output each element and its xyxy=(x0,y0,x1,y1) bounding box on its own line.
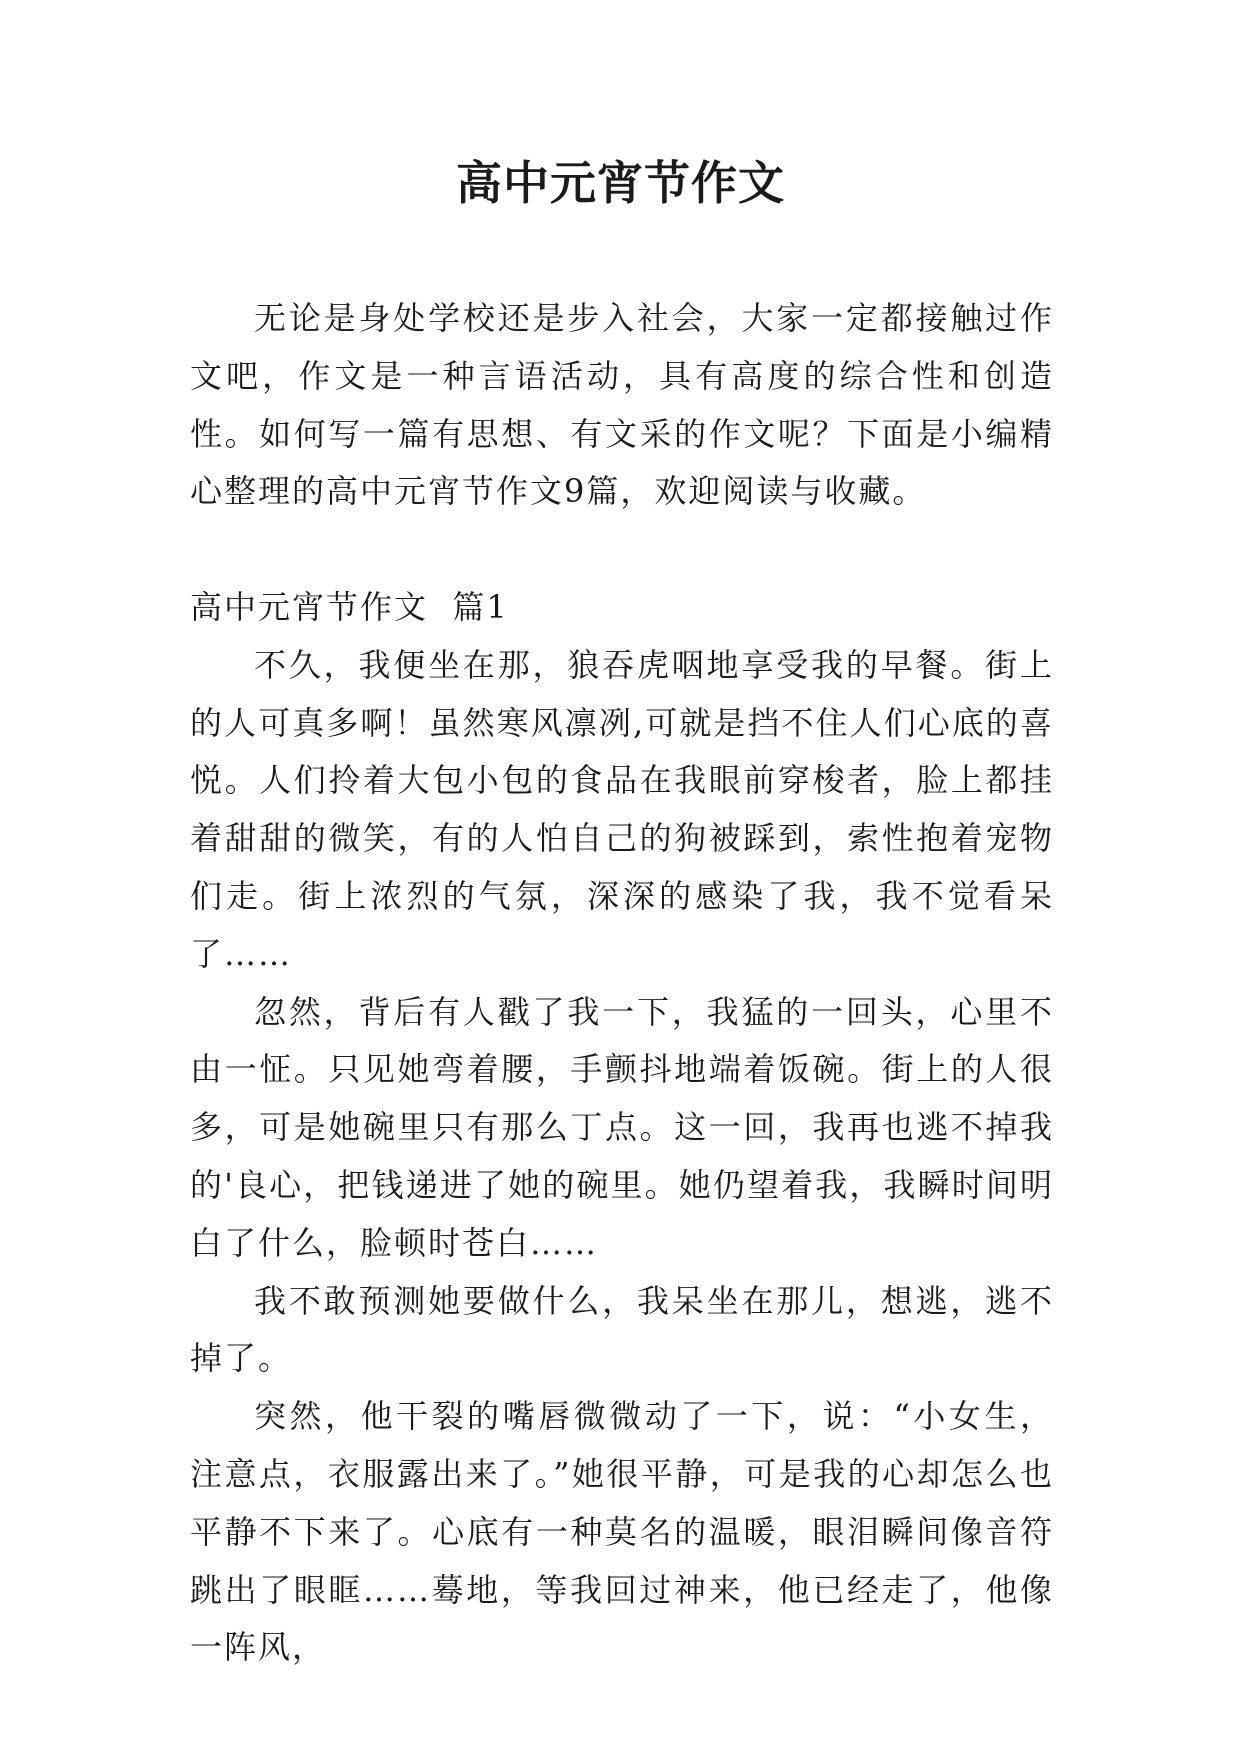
intro-paragraph: 无论是身处学校还是步入社会，大家一定都接触过作文吧，作文是一种言语活动，具有高度的综合性和创造性。如何写一篇有思想、有文采的作文呢？下面是小编精心整理的高中元宵节作文9篇，欢迎阅读与收藏。 xyxy=(190,299,1054,511)
document-body xyxy=(190,290,1054,1677)
body-paragraph-3: 我不敢预测她要做什么，我呆坐在那儿，想逃，逃不掉了。 xyxy=(190,1281,1054,1378)
body-paragraph-2: 忽然，背后有人戳了我一下，我猛的一回头，心里不由一怔。只见她弯着腰，手颤抖地端着饭碗。街上的人很多，可是她碗里只有那么丁点。这一回，我再也逃不掉我的'良心，把钱递进了她的碗里。她仍望着我，我瞬时间明白了什么，脸顿时苍白…… xyxy=(190,992,1054,1262)
body-paragraph-4: 突然，他干裂的嘴唇微微动了一下，说：“小女生，注意点，衣服露出来了。”她很平静，可是我的心却怎么也平静不下来了。心底有一种莫名的温暖，眼泪瞬间像音符跳出了眼眶……蓦地，等我回过神来，他已经走了，他像一阵风， xyxy=(190,1397,1054,1667)
body-paragraph-1: 不久，我便坐在那，狼吞虎咽地享受我的早餐。街上的人可真多啊！虽然寒风凛冽,可就是挡不住人们心底的喜悦。人们拎着大包小包的食品在我眼前穿梭者，脸上都挂着甜甜的微笑，有的人怕自己的狗被踩到，索性抱着宠物们走。街上浓烈的气氛，深深的感染了我，我不觉看呆了…… xyxy=(190,645,1054,973)
section-heading: 高中元宵节作文 篇1 xyxy=(190,587,509,626)
document-title: 高中元宵节作文 xyxy=(456,156,785,210)
